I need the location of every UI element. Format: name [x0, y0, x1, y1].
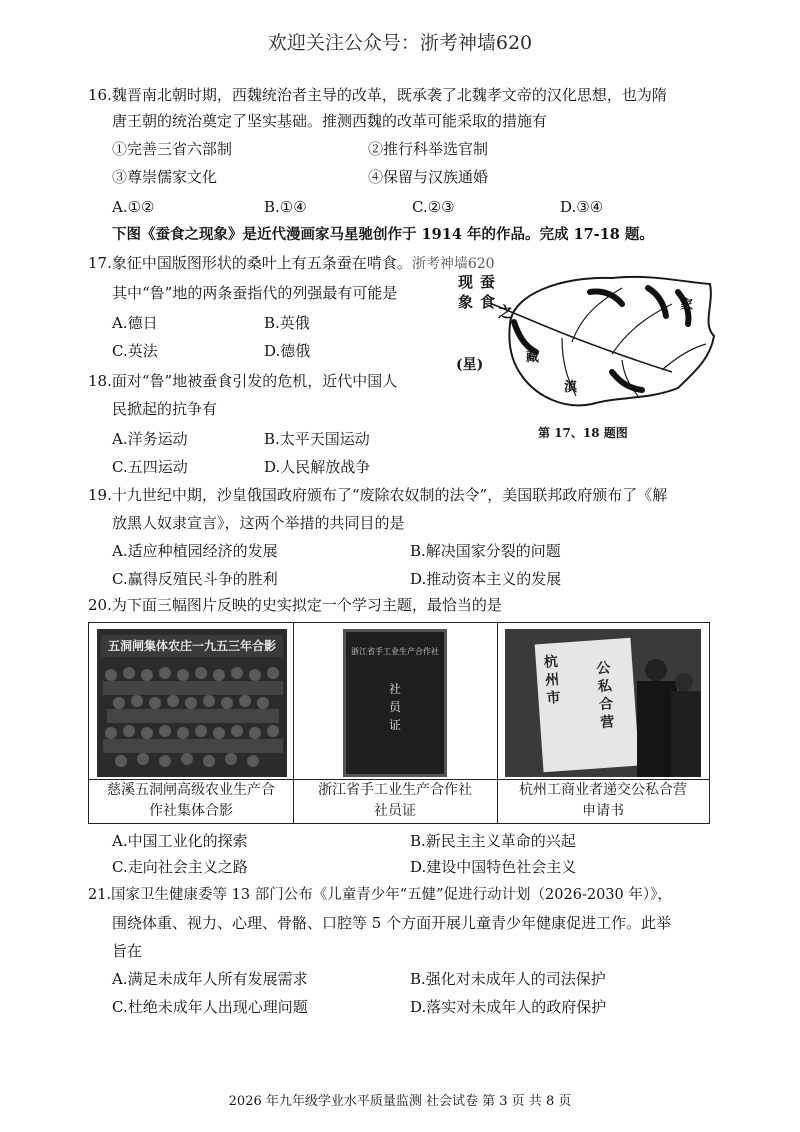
caption-3: [497, 779, 709, 824]
q17-option-a[interactable]: A.德日: [112, 314, 158, 332]
photo-banner: 五洞闸集体农庄一九五三年合影: [101, 635, 283, 657]
application-photo: [505, 629, 701, 777]
person-body: [671, 691, 701, 777]
label-jia: 家: [680, 298, 694, 313]
board-text-1: 杭州市: [543, 653, 561, 707]
q19-stem-line2: 放黑人奴隶宣言》，这两个举措的共同目的是: [112, 514, 405, 532]
q16-item-4: ④保留与汉族通婚: [368, 168, 489, 186]
cartoon-title-col3: [498, 302, 514, 322]
caption-3-line2: 申请书: [582, 803, 624, 819]
q17-option-c[interactable]: C.英法: [112, 342, 158, 360]
q20-option-c[interactable]: C.走向社会主义之路: [112, 858, 248, 876]
q16-stem-line1: 16.魏晋南北朝时期，西魏统治者主导的改革，既承袭了北魏孝文帝的汉化思想，也为隋: [88, 86, 667, 104]
q21-stem-line2: 围绕体重、视力、心理、骨骼、口腔等 5 个方面开展儿童青少年健康促进工作。此举: [112, 914, 672, 932]
caption-3-line1: 杭州工商业者递交公私合营: [519, 782, 687, 798]
q18-stem-line2: 民掀起的抗争有: [112, 400, 218, 418]
caption-2: [293, 779, 497, 824]
cartoon-title-col1: [458, 272, 474, 312]
caption-2-line2: 社员证: [374, 803, 416, 819]
group-photo: [97, 629, 287, 777]
title-char-4: 食: [480, 293, 496, 311]
q18-option-b[interactable]: B.太平天国运动: [264, 430, 370, 448]
q18-option-a[interactable]: A.洋务运动: [112, 430, 188, 448]
q21-option-c[interactable]: C.杜绝未成年人出现心理问题: [112, 998, 308, 1016]
q21-stem-line1: 21.国家卫生健康委等 13 部门公布《儿童青少年“五健”促进行动计划（2026-2030 年）》，: [88, 887, 672, 903]
q20-option-d[interactable]: D.建设中国特色社会主义: [410, 858, 577, 876]
q16-item-1: ①完善三省六部制: [112, 140, 233, 158]
page-footer: 2026 年九年级学业水平质量监测 社会试卷 第 3 页 共 8 页: [228, 1094, 572, 1109]
q18-option-d[interactable]: D.人民解放战争: [264, 458, 371, 476]
q19-stem-line1: 19.十九世纪中期，沙皇俄国政府颁布了“废除农奴制的法令”，美国联邦政府颁布了《解: [88, 486, 668, 504]
q19-option-b[interactable]: B.解决国家分裂的问题: [410, 542, 561, 560]
card-title: 浙江省手工业生产合作社: [351, 647, 439, 656]
watermark: 浙考神墙620: [411, 256, 495, 272]
person-head: [645, 659, 667, 681]
q18-stem-line1: 18.面对“鲁”地被蚕食引发的危机，近代中国人: [88, 372, 398, 390]
q16-item-3: ③尊崇儒家文化: [112, 168, 218, 186]
q16-option-b[interactable]: B.①④: [264, 198, 307, 216]
title-char-1: 现: [458, 273, 474, 291]
cartoon-figure: [452, 264, 728, 414]
caption-1-line2: 作社集体合影: [149, 803, 233, 819]
q17-option-b[interactable]: B.英俄: [264, 314, 310, 332]
q20-option-a[interactable]: A.中国工业化的探索: [112, 832, 248, 850]
cartoon-title-col2: [480, 272, 496, 312]
caption-2-line1: 浙江省手工业生产合作社: [318, 782, 472, 798]
q21-option-d[interactable]: D.落实对未成年人的政府保护: [410, 998, 607, 1016]
person-head: [675, 673, 693, 691]
q16-stem-line2: 唐王朝的统治奠定了坚实基础。推测西魏的改革可能采取的措施有: [112, 112, 548, 130]
q21-option-b[interactable]: B.强化对未成年人的司法保护: [410, 970, 606, 988]
q17-stem-line2: 其中“鲁”地的两条蚕指代的列强最有可能是: [112, 284, 398, 302]
q20-option-b[interactable]: B.新民主主义革命的兴起: [410, 832, 576, 850]
q19-option-c[interactable]: C.赢得反殖民斗争的胜利: [112, 570, 278, 588]
crowd-silhouette: [97, 629, 287, 777]
application-board: [535, 638, 640, 772]
membership-card-photo: [343, 629, 447, 777]
caption-1-line1: 慈溪五洞闸高级农业生产合: [107, 782, 275, 798]
q17-stem-text: 17.象征中国版图形状的桑叶上有五条蚕在啃食。: [88, 254, 412, 272]
q16-option-d[interactable]: D.③④: [560, 198, 604, 216]
q17-stem-line1: [88, 252, 495, 275]
label-zang: 藏: [526, 350, 540, 365]
caption-1: [89, 779, 293, 824]
q16-option-a[interactable]: A.①②: [112, 198, 155, 216]
q19-option-a[interactable]: A.适应种植园经济的发展: [112, 542, 278, 560]
q20-photo-table: [88, 622, 710, 824]
q20-stem: 20.为下面三幅图片反映的史实拟定一个学习主题，最恰当的是: [88, 596, 502, 614]
label-dian: 滇: [564, 380, 578, 395]
cartoon-author: (星): [456, 357, 484, 373]
q18-option-c[interactable]: C.五四运动: [112, 458, 188, 476]
title-char-5: 之: [498, 303, 514, 321]
page-header: 欢迎关注公众号：浙考神墙620: [267, 32, 533, 54]
q21-option-a[interactable]: A.满足未成年人所有发展需求: [112, 970, 308, 988]
q17-option-d[interactable]: D.德俄: [264, 342, 311, 360]
q16-option-c[interactable]: C.②③: [412, 198, 455, 216]
q21-stem-line3: 旨在: [112, 942, 143, 960]
q17-18-intro: 下图《蚕食之现象》是近代漫画家马星驰创作于 1914 年的作品。完成 17-18 题。: [112, 226, 654, 243]
title-char-2: 象: [458, 293, 474, 311]
cartoon-caption: 第 17、18 题图: [538, 426, 628, 440]
board-text-2: 公私合营: [595, 660, 615, 732]
q16-item-2: ②推行科举选官制: [368, 140, 489, 158]
card-main-label: 社员证: [388, 682, 401, 732]
title-char-3: 蚕: [480, 273, 496, 291]
q19-option-d[interactable]: D.推动资本主义的发展: [410, 570, 562, 588]
